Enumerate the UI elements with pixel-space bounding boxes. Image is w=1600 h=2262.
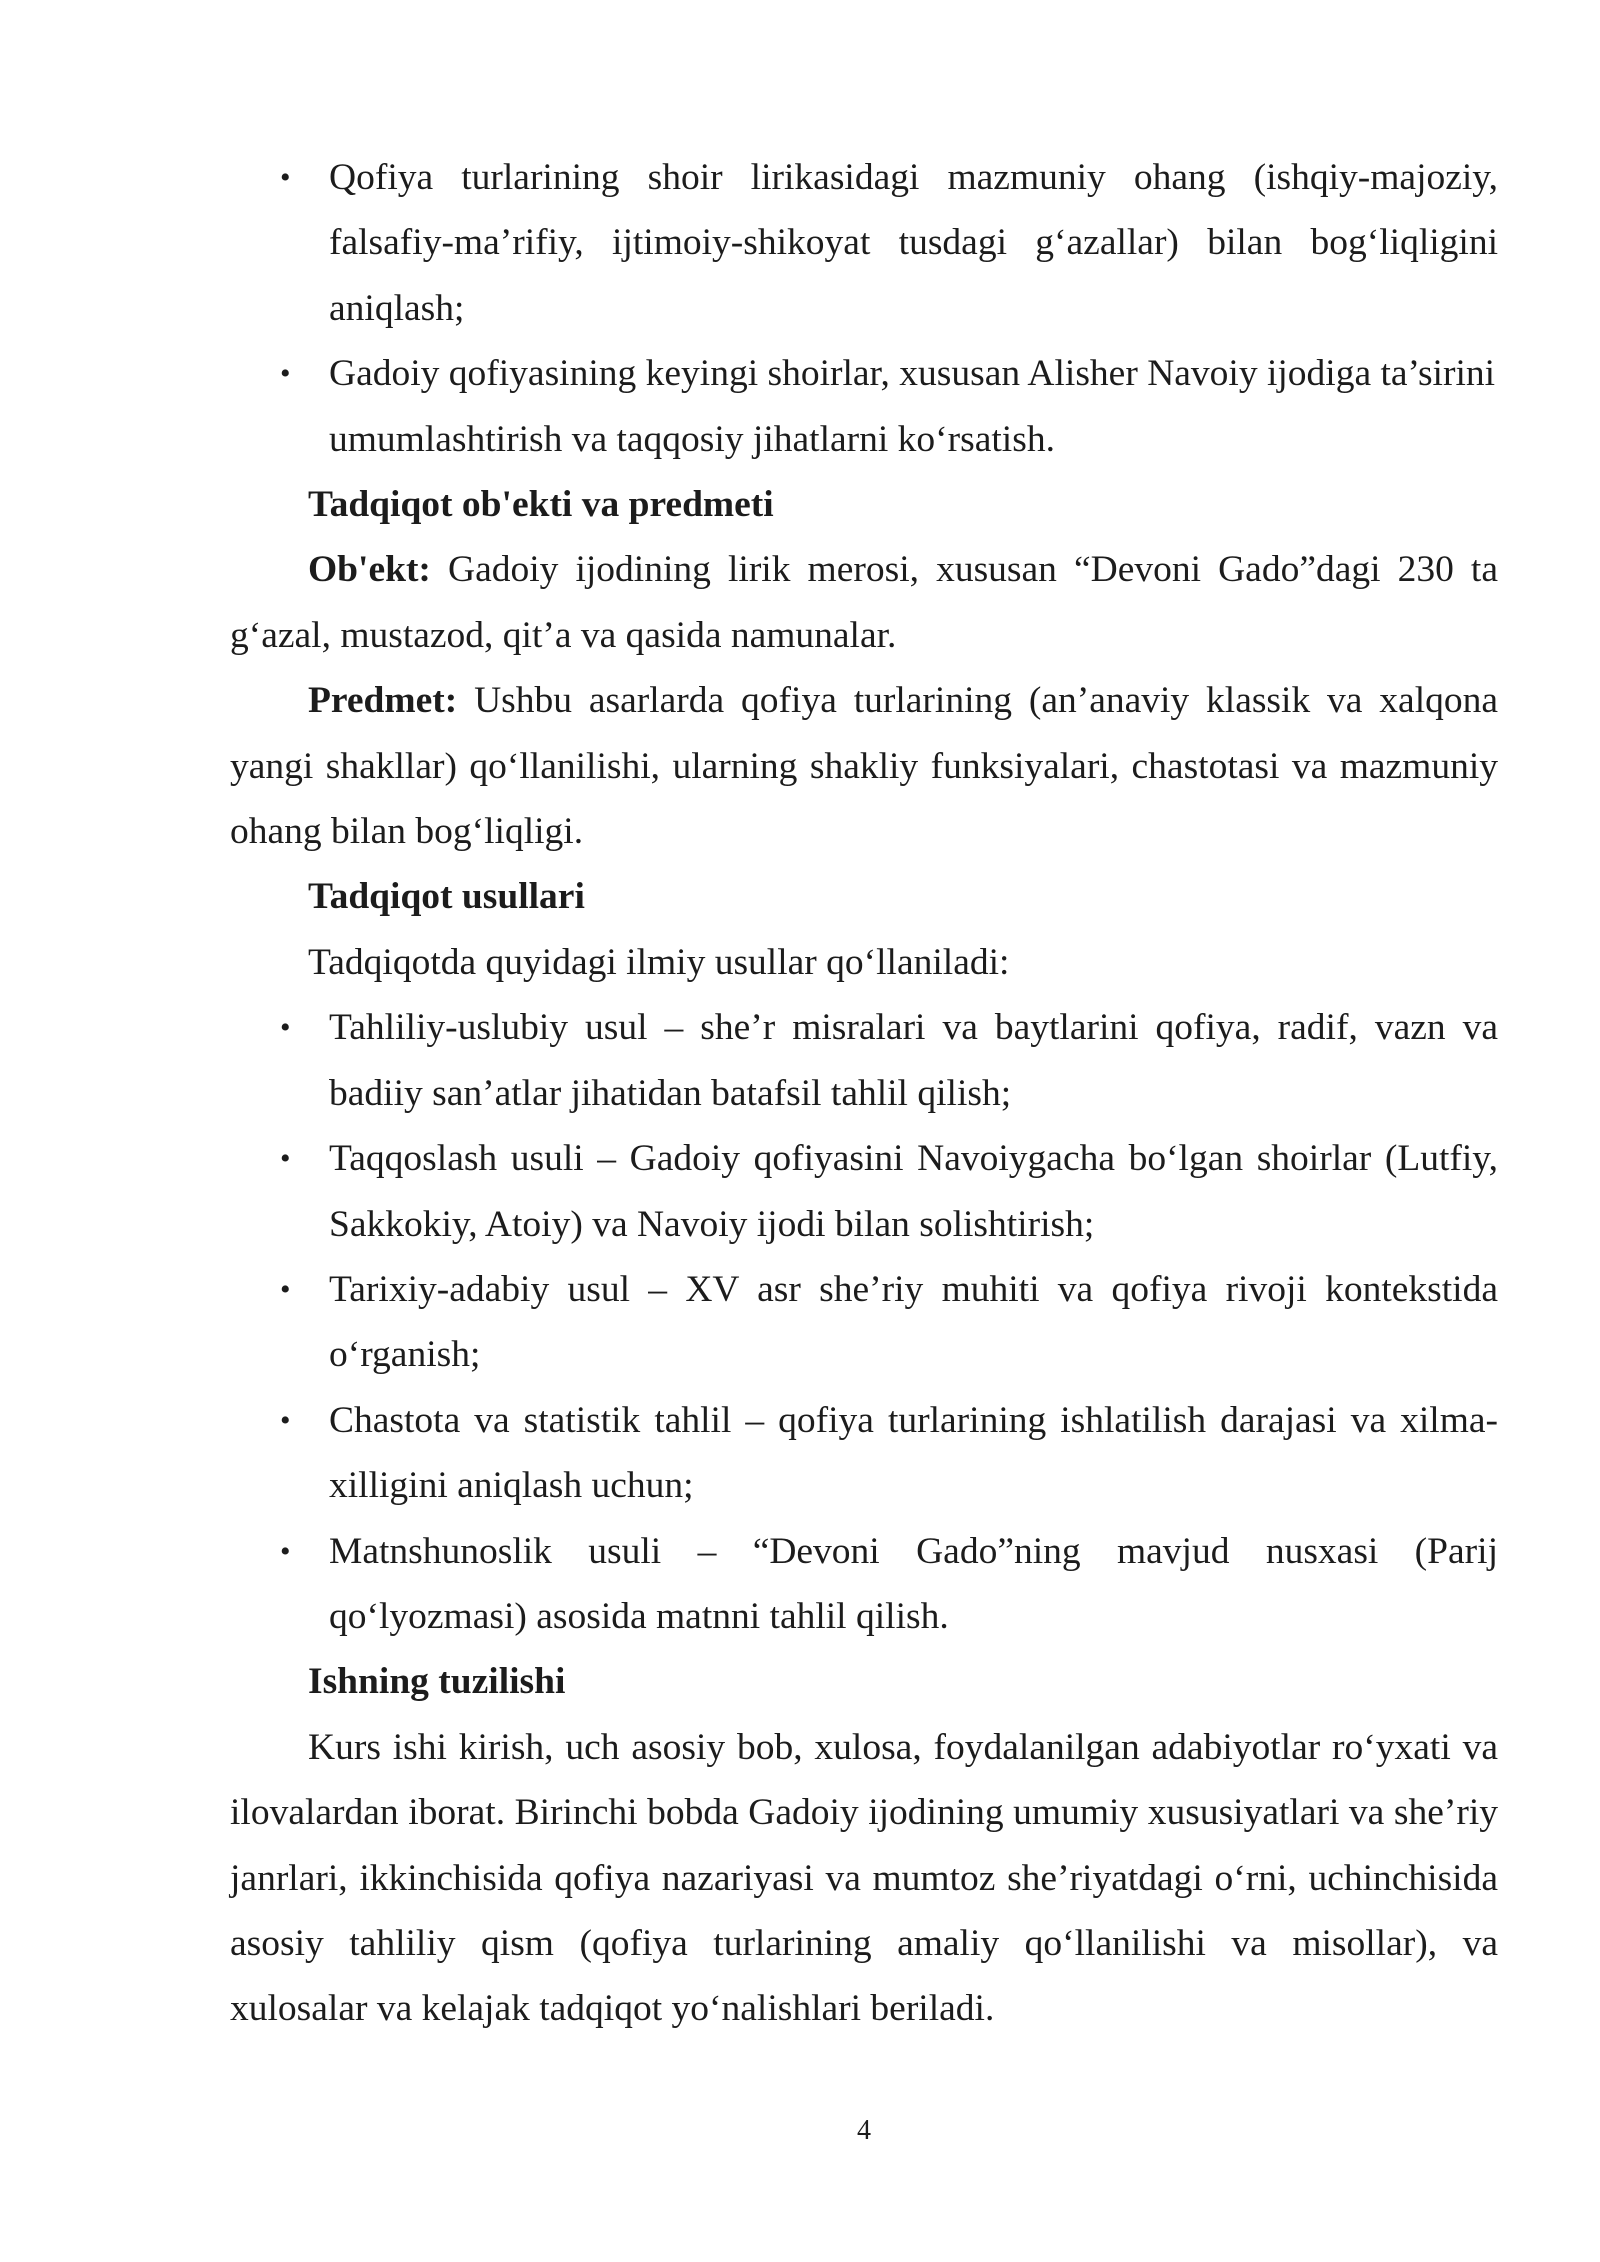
section-heading-object: Tadqiqot ob'ekti va predmeti	[308, 484, 774, 526]
goals-list	[230, 145, 1498, 472]
section-heading-methods: Tadqiqot usullari	[308, 876, 585, 918]
list-item: • Tahliliy-uslubiy usul – she’r misralari va baytlarini qofiya, radif, vazn va badiiy san’atlar jihatidan batafsil tahlil qilish;	[230, 995, 1498, 1126]
list-item: • Qofiya turlarining shoir lirikasidagi mazmuniy ohang (ishqiy-majoziy, falsafiy-ma’rifiy, ijtimoiy-shikoyat tusdagi g‘azallar) bilan bog‘liqligini aniqlash;	[230, 145, 1498, 341]
subject-label: Predmet:	[308, 680, 458, 722]
page-body	[230, 145, 1498, 2042]
object-paragraph	[230, 537, 1498, 668]
methods-intro: Tadqiqotda quyidagi ilmiy usullar qo‘llaniladi:	[308, 941, 1010, 983]
list-item: • Matnshunoslik usuli – “Devoni Gado”ning mavjud nusxasi (Parij qo‘lyozmasi) asosida matnni tahlil qilish.	[230, 1519, 1498, 1650]
list-item: • Taqqoslash usuli – Gadoiy qofiyasini Navoiygacha bo‘lgan shoirlar (Lutfiy, Sakkokiy, Atoiy) va Navoiy ijodi bilan solishtirish;	[230, 1126, 1498, 1257]
page-number: 4	[857, 2115, 871, 2146]
subject-paragraph	[230, 668, 1498, 864]
subject-text: Ushbu asarlarda qofiya turlarining (an’anaviy klassik va xalqona yangi shakllar) qo‘llanilishi, ularning shakliy funksiyalari, chastotasi va mazmuniy ohang bilan bog‘liqligi.	[230, 680, 1499, 853]
list-item: • Tarixiy-adabiy usul – XV asr she’riy muhiti va qofiya rivoji kontekstida o‘rganish;	[230, 1257, 1498, 1388]
object-text: Gadoiy ijodining lirik merosi, xususan “Devoni Gado”dagi 230 ta g‘azal, mustazod, qit’a va qasida namunalar.	[230, 549, 1498, 656]
section-heading-structure: Ishning tuzilishi	[308, 1661, 566, 1703]
structure-paragraph: Kurs ishi kirish, uch asosiy bob, xulosa, foydalanilgan adabiyotlar ro‘yxati va ilovalardan iborat. Birinchi bobda Gadoiy ijodining umumiy xususiyatlari va she’riy janrlari, ikkinchisida qofiya nazariyasi va mumtoz she’riyatdagi o‘rni, uchinchisida asosiy tahliliy qism (qofiya turlarining amaliy qo‘llanilishi va misollar), va xulosalar va kelajak tadqiqot yo‘nalishlari beriladi.	[230, 1726, 1498, 2030]
list-item: • Gadoiy qofiyasining keyingi shoirlar, xususan Alisher Navoiy ijodiga ta’sirini umumlashtirish va taqqosiy jihatlarni ko‘rsatish.	[230, 341, 1528, 472]
methods-list	[230, 995, 1498, 1649]
object-label: Ob'ekt:	[308, 549, 431, 591]
list-item: • Chastota va statistik tahlil – qofiya turlarining ishlatilish darajasi va xilma-xilligini aniqlash uchun;	[230, 1388, 1498, 1519]
